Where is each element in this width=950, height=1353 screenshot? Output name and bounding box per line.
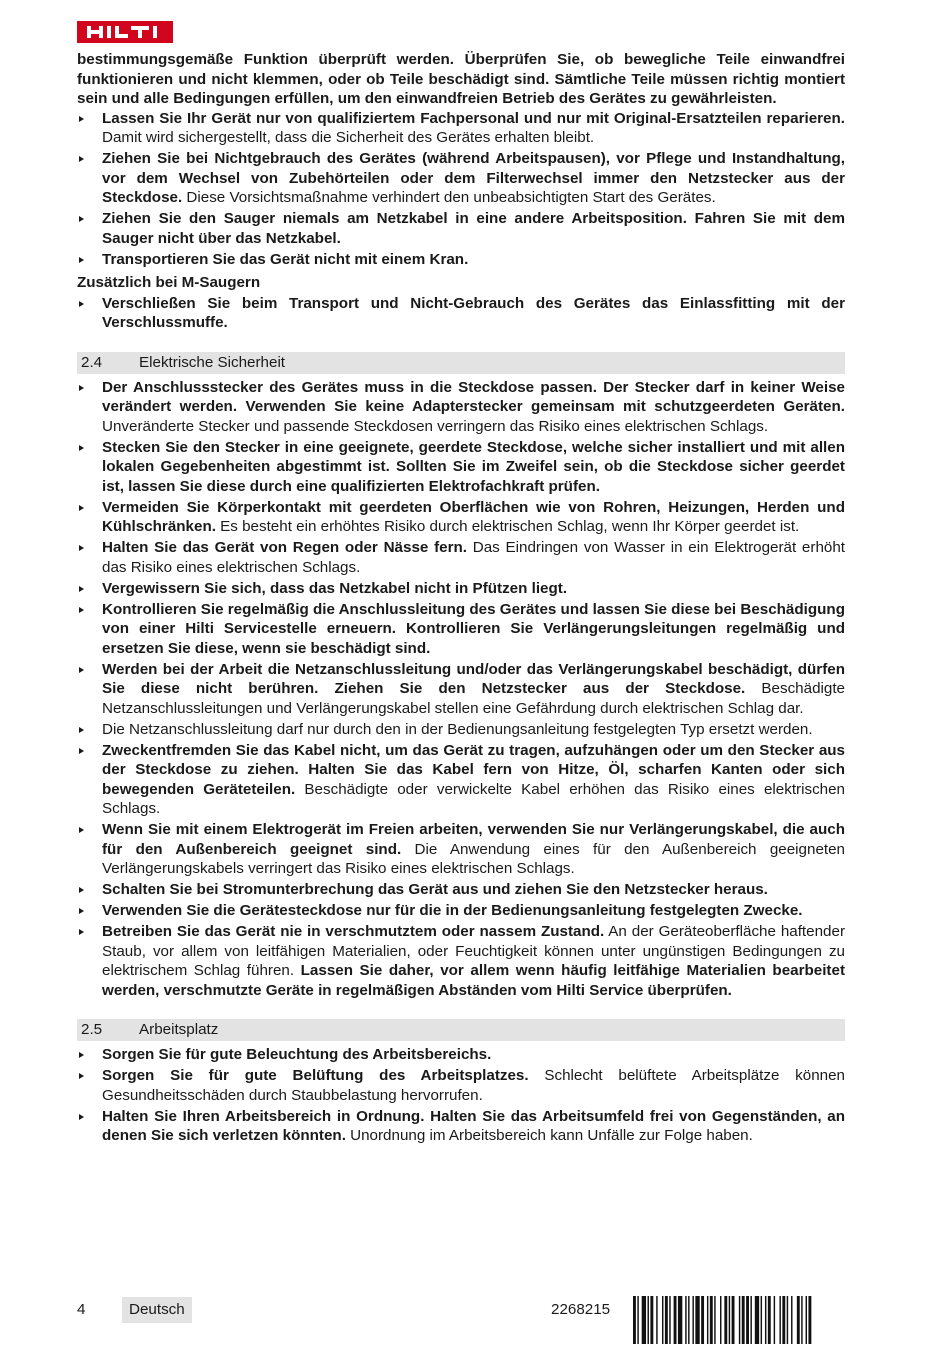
intro-paragraph: bestimmungsgemäße Funktion überprüft werden. Überprüfen Sie, ob bewegliche Teile einwandfrei funktionieren und nicht klemmen, oder ob Teile beschädigt sind. Sämtliche Teile müssen richtig montiert sein und alle Bedingungen erfüllen, um den einwandfreien Betrieb des Gerätes zu gewährleisten.: [77, 51, 845, 107]
barcode-bar: [669, 1296, 670, 1344]
document-number: 2268215: [551, 1301, 611, 1318]
bullet-icon: [79, 929, 84, 935]
bullet-icon: [79, 827, 84, 833]
barcode-bar: [729, 1296, 730, 1344]
barcode-bar: [774, 1296, 775, 1344]
barcode: [633, 1296, 873, 1344]
barcode-bar: [739, 1296, 740, 1344]
barcode-bar: [782, 1296, 785, 1344]
list-item: Die Netzanschlussleitung darf nur durch den in der Bedienungsanleitung festgelegten Typ ersetzt werden.: [77, 720, 845, 740]
section-heading-2-4: [77, 352, 845, 374]
barcode-bar: [678, 1296, 682, 1344]
list-item: Sorgen Sie für gute Beleuchtung des Arbeitsbereichs.: [77, 1045, 845, 1065]
list-item: Vergewissern Sie sich, dass das Netzkabel nicht in Pfützen liegt.: [77, 579, 845, 599]
barcode-bar: [633, 1296, 636, 1344]
section-number: 2.5: [81, 1021, 103, 1038]
section-title: Arbeitsplatz: [139, 1021, 219, 1038]
list-item: Verwenden Sie die Gerätesteckdose nur für die in der Bedienungsanleitung festgelegten Zwecke.: [77, 901, 845, 921]
barcode-bar: [642, 1296, 646, 1344]
bullet-icon: [79, 1114, 84, 1120]
bullet-icon: [79, 1052, 84, 1058]
list-item: Ziehen Sie den Sauger niemals am Netzkabel in eine andere Arbeitsposition. Fahren Sie mit dem Sauger nicht über das Netzkabel.: [77, 209, 845, 248]
bullet-icon: [79, 156, 84, 162]
barcode-bar: [685, 1296, 686, 1344]
bullet-icon: [79, 385, 84, 391]
barcode-bar: [701, 1296, 704, 1344]
barcode-bar: [750, 1296, 751, 1344]
list-item: Transportieren Sie das Gerät nicht mit einem Kran.: [77, 250, 845, 270]
bullet-icon: [79, 505, 84, 511]
list-item: Halten Sie Ihren Arbeitsbereich in Ordnung. Halten Sie das Arbeitsumfeld frei von Gegenständen, an denen Sie sich verletzen könnten. Unordnung im Arbeitsbereich kann Unfälle zur Folge haben.: [77, 1107, 845, 1146]
barcode-bar: [714, 1296, 715, 1344]
barcode-bar: [724, 1296, 727, 1344]
bullet-icon: [79, 257, 84, 263]
hilti-logo: [77, 21, 173, 43]
barcode-bar: [761, 1296, 762, 1344]
barcode-bar: [787, 1296, 788, 1344]
barcode-bar: [688, 1296, 689, 1344]
barcode-bar: [710, 1296, 713, 1344]
list-item: Der Anschlussstecker des Gerätes muss in die Steckdose passen. Der Stecker darf in keiner Weise verändert werden. Verwenden Sie keine Adapterstecker gemeinsam mit schutzgeerdeten Geräten. Unveränderte Stecker und passende Steckdosen verringern das Risiko eines elektrischen Schlags.: [77, 378, 845, 437]
barcode-bar: [791, 1296, 792, 1344]
list-electrical-safety: [77, 378, 845, 1001]
list-item: Kontrollieren Sie regelmäßig die Anschlussleitung des Gerätes und lassen Sie diese bei Beschädigung von einer Hilti Servicestelle erneuern. Kontrollieren Sie Verlängerungsleitungen regelmäßig und ersetzen Sie diese, wenn sie beschädigt sind.: [77, 600, 845, 659]
barcode-bar: [648, 1296, 649, 1344]
language-label: Deutsch: [122, 1297, 192, 1323]
page-number: 4: [77, 1301, 86, 1318]
barcode-bar: [674, 1296, 677, 1344]
barcode-bar: [742, 1296, 745, 1344]
barcode-bar: [692, 1296, 693, 1344]
barcode-bar: [768, 1296, 771, 1344]
barcode-bar: [650, 1296, 653, 1344]
bullet-icon: [79, 216, 84, 222]
barcode-bar: [755, 1296, 759, 1344]
document-body: [77, 50, 845, 1147]
list-item: Werden bei der Arbeit die Netzanschlussleitung und/oder das Verlängerungskabel beschädigt, dürfen Sie diese nicht berühren. Ziehen Sie den Netzstecker aus der Steckdose. Beschädigte Netzanschlussleitungen und Verlängerungskabel stellen eine Gefährdung durch elektrischen Schlag dar.: [77, 660, 845, 719]
list-item: Betreiben Sie das Gerät nie in verschmutztem oder nassem Zustand. An der Geräteoberfläche haftender Staub, vor allem von leitfähigen Materialien, oder Feuchtigkeit können unter ungünstigen Bedingungen zu elektrischem Schlag führen. Lassen Sie daher, vor allem wenn häufig leitfähige Materialien bearbeitet werden, verschmutzte Geräte in regelmäßigen Abständen vom Hilti Service überprüfen.: [77, 922, 845, 1000]
bullet-icon: [79, 586, 84, 592]
barcode-bar: [765, 1296, 766, 1344]
list-item: Lassen Sie Ihr Gerät nur von qualifiziertem Fachpersonal und nur mit Original-Ersatzteilen reparieren. Damit wird sichergestellt, dass die Sicherheit des Gerätes erhalten bleibt.: [77, 109, 845, 148]
list-item: Zweckentfremden Sie das Kabel nicht, um das Gerät zu tragen, aufzuhängen oder um den Stecker aus der Steckdose zu ziehen. Halten Sie das Kabel fern von Hitze, Öl, scharfen Kanten oder sich bewegenden Geräteteilen. Beschädigte oder verwickelte Kabel erhöhen das Risiko eines elektrischen Schlags.: [77, 741, 845, 819]
list-item: Stecken Sie den Stecker in eine geeignete, geerdete Steckdose, welche sicher installiert und mit allen lokalen Gegebenheiten abgestimmt ist. Sollten Sie im Zweifel sein, ob die Steckdose sicher geerdet ist, lassen Sie diese durch eine qualifizierten Elektrofachkraft prüfen.: [77, 438, 845, 497]
list-item: Halten Sie das Gerät von Regen oder Nässe fern. Das Eindringen von Wasser in ein Elektrogerät erhöht das Risiko eines elektrischen Schlags.: [77, 538, 845, 577]
barcode-bar: [637, 1296, 638, 1344]
bullet-icon: [79, 667, 84, 673]
barcode-bar: [806, 1296, 807, 1344]
barcode-bar: [720, 1296, 721, 1344]
section-heading-2-5: [77, 1019, 845, 1041]
bullet-icon: [79, 727, 84, 733]
bullet-icon: [79, 607, 84, 613]
section-title: Elektrische Sicherheit: [139, 353, 286, 371]
barcode-bar: [779, 1296, 780, 1344]
barcode-bar: [707, 1296, 708, 1344]
barcode-bar: [801, 1296, 802, 1344]
subheading-m-sauger: Zusätzlich bei M-Saugern: [77, 274, 261, 291]
list-item: Vermeiden Sie Körperkontakt mit geerdeten Oberflächen wie von Rohren, Heizungen, Herden und Kühlschränken. Es besteht ein erhöhtes Risiko durch elektrischen Schlag, wenn Ihr Körper geerdet ist.: [77, 498, 845, 537]
barcode-bar: [665, 1296, 668, 1344]
barcode-bar: [695, 1296, 699, 1344]
barcode-bar: [808, 1296, 811, 1344]
list-workplace: [77, 1045, 845, 1146]
list-item: Sorgen Sie für gute Belüftung des Arbeitsplatzes. Schlecht belüftete Arbeitsplätze können Gesundheitsschäden durch Staubbelastung hervorrufen.: [77, 1066, 845, 1105]
bullet-icon: [79, 545, 84, 551]
list-item: Verschließen Sie beim Transport und Nicht-Gebrauch des Gerätes das Einlassfitting mit der Verschlussmuffe.: [77, 294, 845, 333]
bullet-icon: [79, 748, 84, 754]
barcode-bar: [732, 1296, 735, 1344]
list-general: [77, 109, 845, 270]
barcode-bar: [797, 1296, 800, 1344]
barcode-bar: [656, 1296, 657, 1344]
bullet-icon: [79, 445, 84, 451]
section-number: 2.4: [81, 353, 103, 371]
bullet-icon: [79, 908, 84, 914]
bullet-icon: [79, 1073, 84, 1079]
barcode-bar: [662, 1296, 663, 1344]
list-item: Schalten Sie bei Stromunterbrechung das Gerät aus und ziehen Sie den Netzstecker heraus.: [77, 880, 845, 900]
list-item: Ziehen Sie bei Nichtgebrauch des Gerätes (während Arbeitspausen), vor Pflege und Instandhaltung, vor dem Wechsel von Zubehörteilen oder dem Filterwechsel immer den Netzstecker aus der Steckdose. Diese Vorsichtsmaßnahme verhindert den unbeabsichtigten Start des Gerätes.: [77, 149, 845, 208]
bullet-icon: [79, 887, 84, 893]
bullet-icon: [79, 116, 84, 122]
bullet-icon: [79, 301, 84, 307]
barcode-bar: [746, 1296, 749, 1344]
list-item: Wenn Sie mit einem Elektrogerät im Freien arbeiten, verwenden Sie nur Verlängerungskabel, die auch für den Außenbereich geeignet sind. Die Anwendung eines für den Außenbereich geeigneten Verlängerungskabels verringert das Risiko eines elektrischen Schlags.: [77, 820, 845, 879]
